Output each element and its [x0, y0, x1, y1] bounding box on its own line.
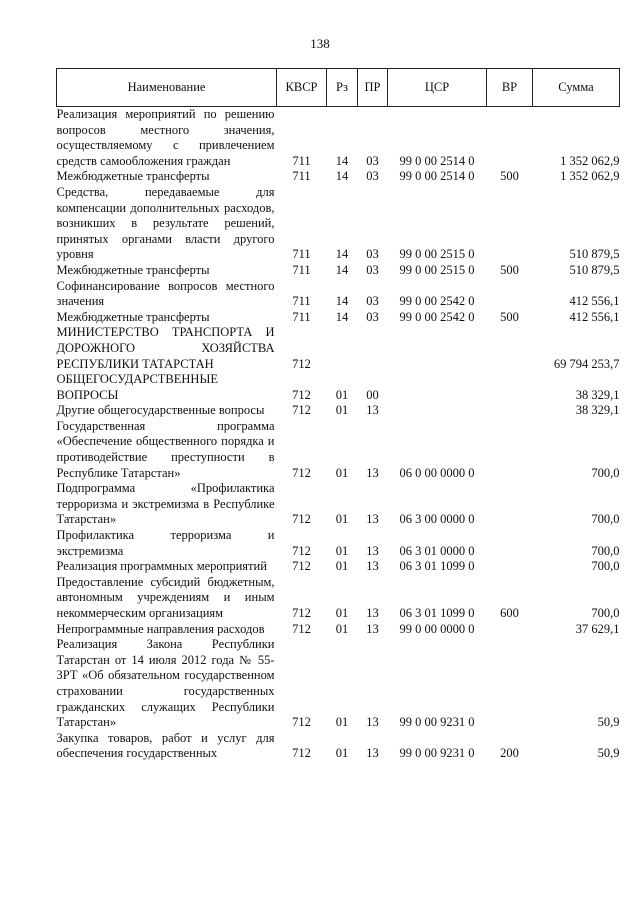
cell-name: Непрограммные направления расходов [56, 621, 265, 636]
cell-kvsr: 711 [292, 169, 311, 184]
table-row [57, 559, 620, 575]
cell-csr: 06 3 01 1099 0 [399, 606, 475, 620]
cell-pr: 13 [366, 543, 379, 558]
header-rz: Рз [327, 69, 358, 107]
cell-pr: 13 [366, 403, 379, 418]
header-sum: Сумма [533, 69, 620, 107]
cell-rz: 01 [335, 543, 349, 558]
cell-vr [487, 107, 533, 170]
table-header [57, 69, 620, 107]
cell-kvsr: 711 [292, 153, 311, 168]
cell-kvsr: 711 [292, 294, 311, 309]
cell-sum: 700,0 [591, 606, 620, 620]
cell-name: МИНИСТЕРСТВО ТРАНСПОРТА И ДОРОЖНОГО ХОЗЯЙСТВА РЕСПУБЛИКИ ТАТАРСТАН [56, 325, 275, 371]
cell-name: Софинансирование вопросов местного значения [56, 278, 275, 309]
cell-pr: 13 [366, 621, 379, 636]
cell-csr: 99 0 00 2542 0 [399, 294, 475, 309]
cell-csr: 99 0 00 9231 0 [399, 715, 475, 730]
cell-sum: 1 352 062,9 [560, 153, 620, 168]
cell-vr [487, 279, 533, 310]
cell-vr: 500 [500, 309, 519, 324]
cell-csr: 06 3 01 0000 0 [399, 543, 475, 558]
cell-csr [388, 403, 487, 419]
budget-table [56, 68, 620, 762]
cell-rz: 14 [335, 294, 349, 309]
table-row [57, 622, 620, 638]
cell-pr: 13 [366, 465, 379, 480]
cell-pr: 13 [366, 715, 379, 730]
cell-csr: 99 0 00 2515 0 [399, 247, 475, 262]
cell-kvsr: 712 [292, 715, 311, 730]
header-kvsr: КВСР [277, 69, 327, 107]
cell-rz: 14 [335, 153, 349, 168]
header-name: Наименование [57, 69, 277, 107]
cell-rz: 01 [335, 606, 349, 620]
cell-pr: 03 [366, 262, 379, 277]
cell-rz: 14 [335, 247, 349, 262]
cell-csr: 06 3 00 0000 0 [399, 512, 475, 527]
cell-pr: 03 [366, 153, 379, 168]
cell-sum: 700,0 [591, 465, 620, 480]
cell-sum: 69 794 253,7 [553, 356, 620, 371]
cell-csr [388, 372, 487, 403]
table-row [57, 107, 620, 170]
cell-csr: 99 0 00 0000 0 [399, 621, 475, 636]
cell-csr: 99 0 00 2514 0 [399, 153, 475, 168]
cell-pr [358, 325, 388, 372]
cell-name: Реализация Закона Республики Татарстан от 14 июля 2012 года № 55-ЗРТ «Об обязательном государственном страховании государственных гражданских служащих Республики Татарстан» [56, 637, 275, 730]
cell-vr [487, 559, 533, 575]
cell-vr [487, 372, 533, 403]
cell-name: Закупка товаров, работ и услуг для обеспечения государственных [56, 730, 275, 761]
cell-pr: 00 [366, 387, 379, 402]
cell-sum: 1 352 062,9 [560, 169, 620, 184]
cell-sum: 37 629,1 [575, 621, 620, 636]
cell-kvsr: 712 [292, 746, 311, 761]
cell-vr: 500 [500, 262, 519, 277]
table-row [57, 263, 620, 279]
cell-sum: 412 556,1 [569, 294, 620, 309]
cell-name: Профилактика терроризма и экстремизма [56, 528, 275, 558]
cell-vr [487, 637, 533, 731]
cell-pr: 03 [366, 309, 379, 324]
cell-name: Подпрограмма «Профилактика терроризма и экстремизма в Республике Татарстан» [56, 481, 275, 527]
cell-rz: 01 [335, 621, 349, 636]
cell-vr [487, 419, 533, 481]
cell-rz: 01 [335, 403, 349, 418]
cell-vr [487, 622, 533, 638]
cell-kvsr: 712 [292, 403, 311, 418]
table-row [57, 185, 620, 263]
cell-csr: 06 3 01 1099 0 [399, 559, 475, 574]
cell-sum: 700,0 [591, 543, 620, 558]
cell-vr: 200 [500, 746, 519, 761]
cell-sum: 412 556,1 [569, 309, 620, 324]
header-vr: ВР [487, 69, 533, 107]
cell-name: Средства, передаваемые для компенсации дополнительных расходов, возникших в результате решений, принятых органами власти другого уровня [56, 184, 275, 262]
cell-kvsr: 711 [292, 247, 311, 262]
table-row [57, 637, 620, 731]
cell-sum: 38 329,1 [575, 387, 620, 402]
header-csr: ЦСР [388, 69, 487, 107]
cell-kvsr: 712 [292, 621, 311, 636]
cell-rz: 01 [335, 559, 349, 574]
table-row [57, 528, 620, 559]
cell-rz: 01 [335, 387, 349, 402]
cell-sum: 700,0 [591, 512, 620, 527]
table-row [57, 169, 620, 185]
table-row [57, 575, 620, 622]
table-row [57, 372, 620, 403]
cell-kvsr: 712 [292, 606, 311, 620]
page-number: 138 [310, 36, 330, 51]
cell-kvsr: 712 [292, 465, 311, 480]
cell-csr: 06 0 00 0000 0 [399, 465, 475, 480]
cell-pr: 13 [366, 606, 379, 620]
cell-csr: 99 0 00 2514 0 [399, 169, 475, 184]
cell-sum: 510 879,5 [569, 247, 620, 262]
cell-vr [487, 185, 533, 263]
cell-sum: 50,9 [597, 715, 620, 730]
cell-vr [487, 403, 533, 419]
cell-csr: 99 0 00 9231 0 [399, 746, 475, 761]
cell-pr: 03 [366, 294, 379, 309]
cell-name: Реализация мероприятий по решению вопросов местного значения, осуществляемому с привлечением средств самообложения граждан [56, 107, 275, 168]
cell-kvsr: 711 [292, 309, 311, 324]
cell-kvsr: 712 [292, 512, 311, 527]
cell-csr [388, 325, 487, 372]
cell-pr: 03 [366, 169, 379, 184]
cell-pr: 13 [366, 559, 379, 574]
cell-pr: 13 [366, 512, 379, 527]
header-pr: ПР [358, 69, 388, 107]
cell-vr [487, 325, 533, 372]
table-row [57, 279, 620, 310]
cell-rz: 01 [335, 746, 349, 761]
table-row [57, 731, 620, 762]
cell-rz: 14 [335, 262, 349, 277]
cell-csr: 99 0 00 2542 0 [399, 309, 475, 324]
cell-rz: 14 [335, 309, 349, 324]
cell-vr [487, 481, 533, 528]
cell-name: Межбюджетные трансферты [56, 262, 210, 277]
cell-name: Предоставление субсидий бюджетным, автономным учреждениям и иным некоммерческим организациям [56, 574, 275, 620]
cell-pr: 13 [366, 746, 379, 761]
cell-vr [487, 528, 533, 559]
cell-vr: 500 [500, 169, 519, 184]
cell-sum: 50,9 [597, 746, 620, 761]
cell-kvsr: 712 [292, 387, 311, 402]
cell-name: Другие общегосударственные вопросы [56, 403, 265, 418]
cell-vr: 600 [500, 606, 519, 620]
cell-name: Государственная программа «Обеспечение общественного порядка и противодействие преступности в Республике Татарстан» [56, 418, 275, 480]
cell-rz: 01 [335, 465, 349, 480]
cell-name: Межбюджетные трансферты [56, 309, 210, 324]
cell-csr: 99 0 00 2515 0 [399, 262, 475, 277]
table-body [57, 107, 620, 762]
cell-name: Реализация программных мероприятий [56, 559, 267, 574]
cell-sum: 38 329,1 [575, 403, 620, 418]
cell-name: Межбюджетные трансферты [56, 169, 210, 184]
cell-name: ОБЩЕГОСУДАРСТВЕННЫЕ ВОПРОСЫ [56, 372, 218, 402]
cell-kvsr: 712 [292, 543, 311, 558]
cell-kvsr: 712 [292, 356, 311, 371]
cell-rz: 01 [335, 512, 349, 527]
table-row [57, 419, 620, 481]
cell-rz [327, 325, 358, 372]
table-row [57, 325, 620, 372]
cell-sum: 510 879,5 [569, 262, 620, 277]
cell-pr: 03 [366, 247, 379, 262]
cell-sum: 700,0 [591, 559, 620, 574]
cell-rz: 14 [335, 169, 349, 184]
cell-kvsr: 711 [292, 262, 311, 277]
table-row [57, 481, 620, 528]
table-row [57, 403, 620, 419]
cell-rz: 01 [335, 715, 349, 730]
cell-kvsr: 712 [292, 559, 311, 574]
table-row [57, 310, 620, 326]
